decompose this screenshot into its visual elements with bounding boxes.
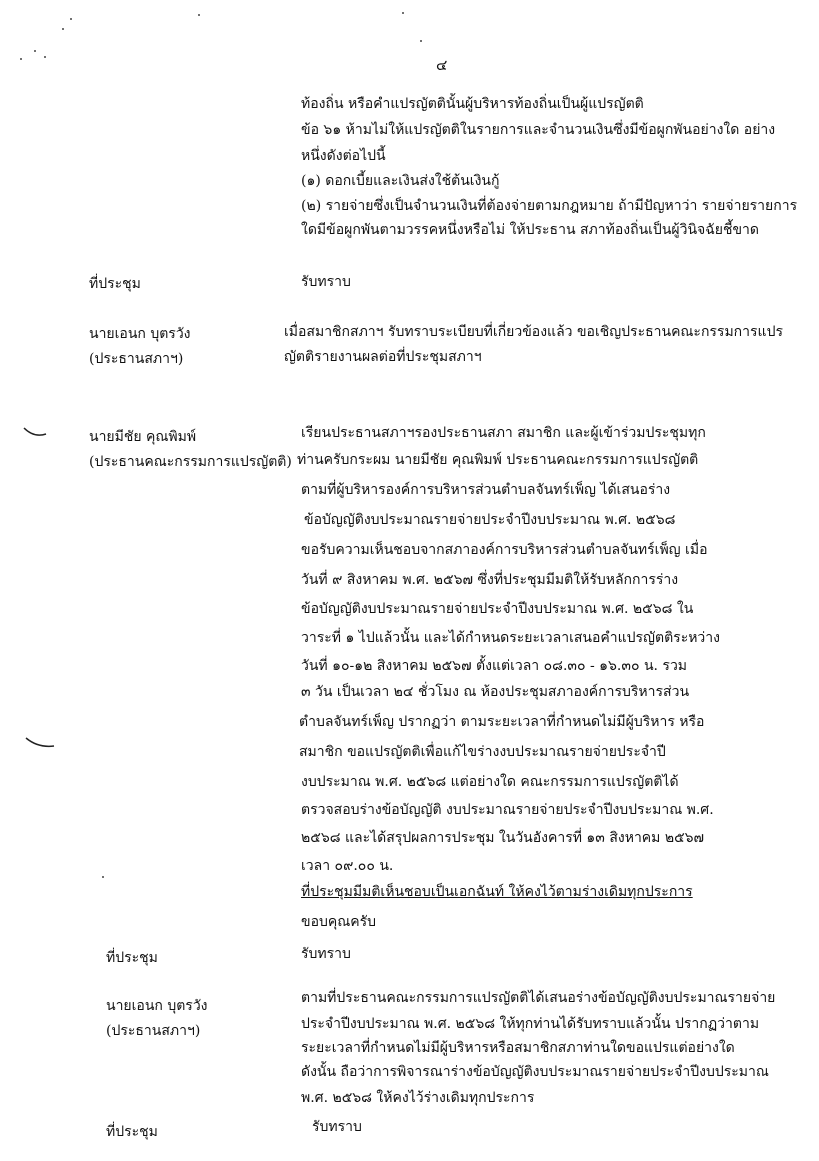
body-line: สมาชิก ขอแปรญัตติเพื่อแก้ไขร่างงบประมาณรายจ่ายประจำปี — [299, 744, 666, 760]
body-line: เวลา ๐๙.๐๐ น. — [301, 858, 394, 874]
speaker-role: (ประธานคณะกรรมการแปรญัตติ) — [89, 454, 292, 470]
body-line: ตำบลจันทร์เพ็ญ ปรากฏว่า ตามระยะเวลาที่กำหนดไม่มีผู้บริหาร หรือ — [299, 714, 705, 730]
meeting-label: ที่ประชุม — [106, 950, 158, 966]
speaker-role: (ประธานสภาฯ) — [106, 1023, 201, 1039]
body-line: ตามที่ประธานคณะกรรมการแปรญัตติได้เสนอร่างข้อบัญญัติงบประมาณรายจ่าย — [301, 990, 776, 1006]
body-line: ระยะเวลาที่กำหนดไม่มีผู้บริหารหรือสมาชิกสภาท่านใดขอแปรแต่อย่างใด — [301, 1040, 735, 1056]
body-line: ขอรับความเห็นชอบจากสภาองค์การบริหารส่วนตำบลจันทร์เพ็ญ เมื่อ — [301, 542, 708, 558]
meeting-ack: รับทราบ — [312, 1119, 362, 1135]
body-line: ตรวจสอบร่างข้อบัญญัติ งบประมาณรายจ่ายประจำปีงบประมาณ พ.ศ. — [301, 802, 714, 818]
meeting-ack: รับทราบ — [301, 946, 351, 962]
thanks-line: ขอบคุณครับ — [301, 914, 376, 930]
body-line: พ.ศ. ๒๕๖๘ ให้คงไว้ร่างเดิมทุกประการ — [301, 1090, 535, 1106]
body-line: ข้อ ๖๑ ห้ามไม่ให้แปรญัตติในรายการและจำนวนเงินซึ่งมีข้อผูกพันอย่างใด อย่าง — [301, 122, 776, 138]
speaker-role: (ประธานสภาฯ) — [89, 351, 184, 367]
body-line: วาระที่ ๑ ไปแล้วนั้น และได้กำหนดระยะเวลาเสนอคำแปรญัตติระหว่าง — [301, 630, 720, 646]
body-line: (๑) ดอกเบี้ยและเงินส่งใช้ต้นเงินกู้ — [301, 173, 500, 189]
body-line: หนึ่งดังต่อไปนี้ — [301, 148, 386, 164]
body-line: (๒) รายจ่ายซึ่งเป็นจำนวนเงินที่ต้องจ่ายตามกฎหมาย ถ้ามีปัญหาว่า รายจ่ายรายการ — [301, 198, 798, 214]
page-number: ๔ — [436, 56, 448, 74]
body-line: เมื่อสมาชิกสภาฯ รับทราบระเบียบที่เกี่ยวข้องแล้ว ขอเชิญประธานคณะกรรมการแปร — [284, 324, 783, 340]
speaker-name: นายเอนก บุตรวัง — [89, 326, 191, 342]
body-line: ท้องถิ่น หรือคำแปรญัตตินั้นผู้บริหารท้องถิ่นเป็นผู้แปรญัตติ — [301, 96, 644, 112]
meeting-label: ที่ประชุม — [106, 1124, 158, 1140]
speaker-name: นายเอนก บุตรวัง — [106, 998, 208, 1014]
resolution-line: ที่ประชุมมีมติเห็นชอบเป็นเอกฉันท์ ให้คงไว้ตามร่างเดิมทุกประการ — [301, 884, 693, 900]
meeting-label: ที่ประชุม — [89, 276, 141, 292]
body-line: ญัตติรายงานผลต่อที่ประชุมสภาฯ — [284, 349, 482, 365]
body-line: ใดมีข้อผูกพันตามวรรคหนึ่งหรือไม่ ให้ประธาน สภาท้องถิ่นเป็นผู้วินิจฉัยชี้ขาด — [301, 222, 759, 238]
meeting-ack: รับทราบ — [301, 274, 351, 290]
body-line: เรียนประธานสภาฯรองประธานสภา สมาชิก และผู้เข้าร่วมประชุมทุก — [301, 425, 706, 441]
body-line: วันที่ ๑๐-๑๒ สิงหาคม ๒๕๖๗ ตั้งแต่เวลา ๐๘.๓๐ - ๑๖.๓๐ น. รวม — [301, 658, 688, 674]
body-line: ๓ วัน เป็นเวลา ๒๔ ชั่วโมง ณ ห้องประชุมสภาองค์การบริหารส่วน — [301, 684, 690, 700]
body-line: ดังนั้น ถือว่าการพิจารณาร่างข้อบัญญัติงบประมาณรายจ่ายประจำปีงบประมาณ — [301, 1064, 769, 1080]
body-line: ข้อบัญญัติงบประมาณรายจ่ายประจำปีงบประมาณ พ.ศ. ๒๕๖๘ ใน — [301, 601, 694, 617]
body-line: ประจำปีงบประมาณ พ.ศ. ๒๕๖๘ ให้ทุกท่านได้รับทราบแล้วนั้น ปรากฏว่าตาม — [301, 1016, 760, 1032]
body-line: ๒๕๖๘ และได้สรุปผลการประชุม ในวันอังคารที่ ๑๓ สิงหาคม ๒๕๖๗ — [301, 830, 705, 846]
body-line: วันที่ ๙ สิงหาคม พ.ศ. ๒๕๖๗ ซึ่งที่ประชุมมีมติให้รับหลักการร่าง — [301, 572, 679, 588]
body-line: ตามที่ผู้บริหารองค์การบริหารส่วนตำบลจันทร์เพ็ญ ได้เสนอร่าง — [301, 482, 671, 498]
body-line: งบประมาณ พ.ศ. ๒๕๖๘ แต่อย่างใด คณะกรรมการแปรญัตติได้ — [301, 774, 679, 790]
body-line: ข้อบัญญัติงบประมาณรายจ่ายประจำปีงบประมาณ พ.ศ. ๒๕๖๘ — [304, 512, 676, 528]
speaker-name: นายมีชัย คุณพิมพ์ — [89, 429, 197, 445]
body-line: ท่านครับกระผม นายมีชัย คุณพิมพ์ ประธานคณะกรรมการแปรญัตติ — [297, 452, 699, 468]
